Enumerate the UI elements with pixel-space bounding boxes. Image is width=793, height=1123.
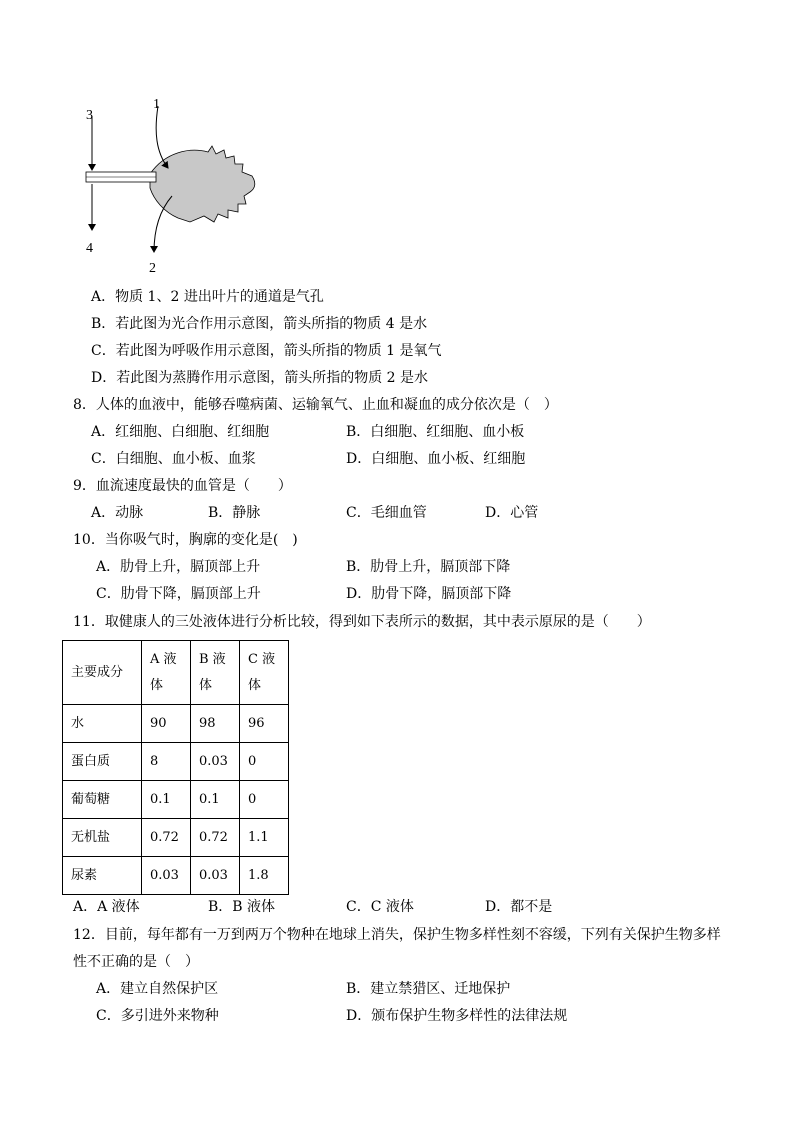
table-cell: 0.72	[142, 819, 191, 857]
leaf-diagram	[80, 92, 270, 277]
q8-option-b: B．白细胞、红细胞、血小板	[346, 424, 525, 440]
q7-option-b: B．若此图为光合作用示意图，箭头所指的物质 4 是水	[91, 316, 428, 332]
q8-stem: 8．人体的血液中，能够吞噬病菌、运输氧气、止血和凝血的成分依次是（ ）	[73, 397, 558, 413]
q11-option-b: B．B 液体	[208, 899, 276, 915]
table-cell: 1.8	[240, 857, 289, 895]
q7-option-a: A．物质 1、2 进出叶片的通道是气孔	[91, 289, 324, 305]
table-cell: 0.1	[142, 781, 191, 819]
q12-stem-line-1: 12．目前，每年都有一万到两万个物种在地球上消失，保护生物多样性刻不容缓，下列有关保护生物多样	[73, 927, 721, 943]
table-header-row	[63, 641, 289, 705]
table-header-cell: 主要成分	[63, 641, 142, 705]
table-cell: 0.72	[191, 819, 240, 857]
q9-option-d: D．心管	[485, 505, 539, 521]
label-1: 1	[153, 97, 160, 112]
table-cell: 0	[240, 743, 289, 781]
label-2: 2	[149, 261, 156, 276]
table-row	[63, 743, 289, 781]
table-row	[63, 781, 289, 819]
q11-option-d: D．都不是	[485, 899, 553, 915]
table-cell: 8	[142, 743, 191, 781]
q8-option-d: D．白细胞、血小板、红细胞	[346, 451, 526, 467]
q7-option-d: D．若此图为蒸腾作用示意图，箭头所指的物质 2 是水	[91, 370, 429, 386]
q12-option-a: A．建立自然保护区	[96, 981, 219, 997]
table-cell: 0.1	[191, 781, 240, 819]
table-cell: 1.1	[240, 819, 289, 857]
table-cell: 水	[63, 705, 142, 743]
label-3: 3	[86, 108, 93, 123]
q8-option-a: A．红细胞、白细胞、红细胞	[91, 424, 270, 440]
table-cell: 0.03	[191, 743, 240, 781]
q12-option-c: C．多引进外来物种	[96, 1008, 219, 1024]
q10-option-b: B．肋骨上升，膈顶部下降	[346, 559, 511, 575]
q11-option-c: C．C 液体	[346, 899, 414, 915]
q10-option-a: A．肋骨上升，膈顶部上升	[96, 559, 261, 575]
q12-option-b: B．建立禁猎区、迁地保护	[346, 981, 511, 997]
table-cell: 蛋白质	[63, 743, 142, 781]
table-cell: 0	[240, 781, 289, 819]
table-header-cell: B 液体	[191, 641, 240, 705]
q11-data-table	[62, 640, 289, 895]
table-cell: 90	[142, 705, 191, 743]
table-row	[63, 705, 289, 743]
table-cell: 98	[191, 705, 240, 743]
q10-stem: 10．当你吸气时，胸廓的变化是( )	[73, 532, 298, 548]
q10-option-c: C．肋骨下降，膈顶部上升	[96, 586, 261, 602]
q8-option-c: C．白细胞、血小板、血浆	[91, 451, 256, 467]
q11-stem: 11．取健康人的三处液体进行分析比较，得到如下表所示的数据，其中表示原尿的是（ ）	[73, 614, 651, 630]
table-row	[63, 819, 289, 857]
q11-option-a: A．A 液体	[73, 899, 140, 915]
table-header-cell: A 液体	[142, 641, 191, 705]
q9-option-a: A．动脉	[91, 505, 144, 521]
q9-option-b: B．静脉	[208, 505, 261, 521]
table-cell: 无机盐	[63, 819, 142, 857]
q9-option-c: C．毛细血管	[346, 505, 427, 521]
table-cell: 0.03	[142, 857, 191, 895]
table-cell: 96	[240, 705, 289, 743]
table-header-cell: C 液体	[240, 641, 289, 705]
q7-option-c: C．若此图为呼吸作用示意图，箭头所指的物质 1 是氧气	[91, 343, 442, 359]
table-cell: 尿素	[63, 857, 142, 895]
table-row	[63, 857, 289, 895]
q12-option-d: D．颁布保护生物多样性的法律法规	[346, 1008, 568, 1024]
table-cell: 0.03	[191, 857, 240, 895]
label-4: 4	[86, 241, 93, 256]
table-cell: 葡萄糖	[63, 781, 142, 819]
q12-stem-line-2: 性不正确的是（ ）	[73, 954, 199, 970]
q9-stem: 9．血流速度最快的血管是（ ）	[73, 478, 292, 494]
q10-option-d: D．肋骨下降，膈顶部下降	[346, 586, 512, 602]
leaf-blade	[150, 146, 255, 222]
